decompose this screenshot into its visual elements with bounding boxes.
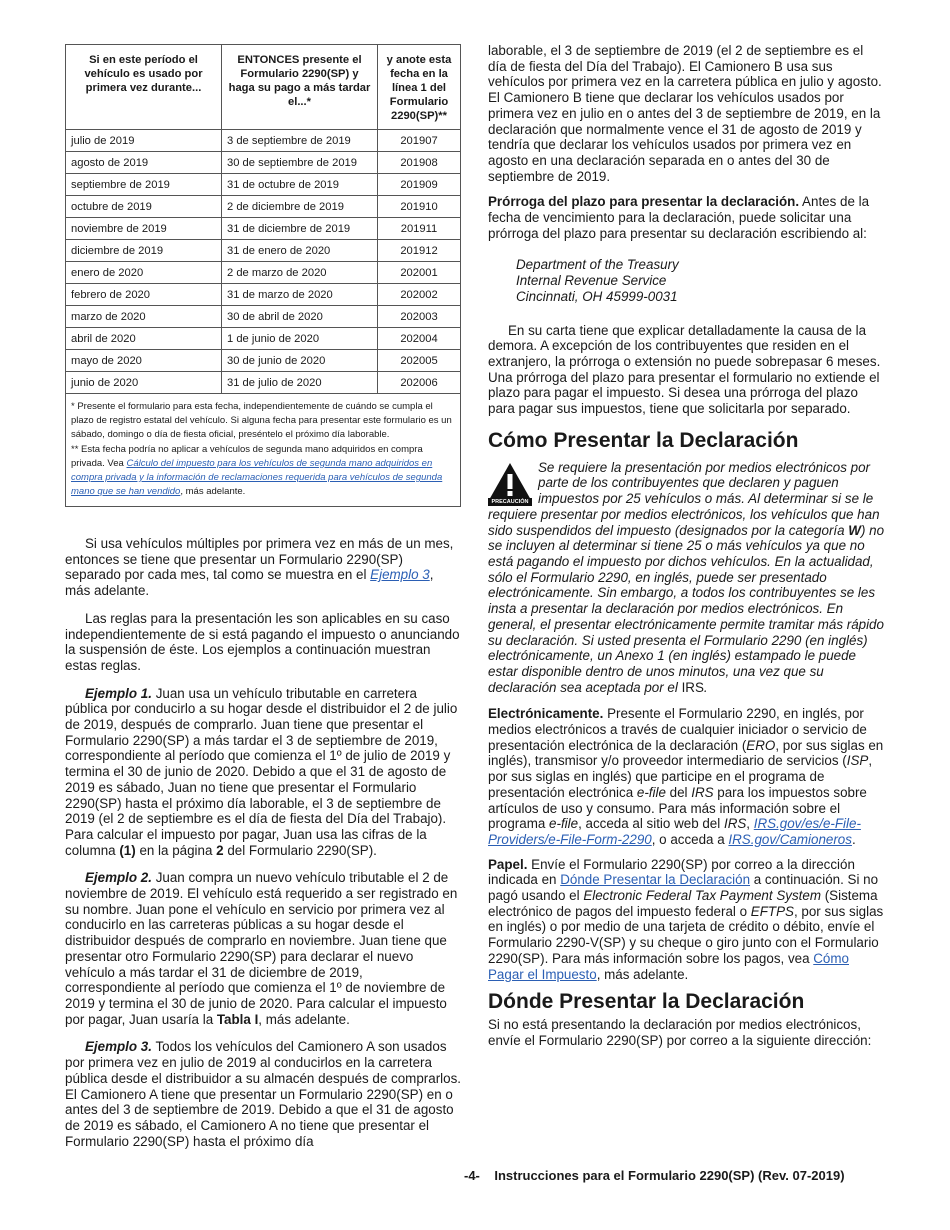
table-header: y anote esta fecha en la línea 1 del Formulario 2290(SP)** (378, 45, 461, 130)
table-cell: 202001 (378, 262, 461, 284)
table-note: * Presente el formulario para esta fecha, independientemente de cuándo se cumpla el plazo de registro estatal del vehículo. Si alguna fecha para presentar este formulario es un sábado, domingo o día de fiesta oficial, preséntelo el próximo día laborable. (71, 401, 452, 441)
table-cell: noviembre de 2019 (66, 218, 222, 240)
section-heading: Dónde Presentar la Declaración (488, 990, 805, 1014)
caution-text: Se requiere la presentación por medios electrónicos por parte de los contribuyentes que declaren y paguen impuestos por 25 vehículos o más. Al determinar si se le requiere presentar por medios electrónicos, los vehículos que han sido suspendidos del impuesto (designados por la categoría W) no se incluyen al determinar si tiene 25 o más vehículos ya que no está pagando el impuesto por dichos vehículos. En la actualidad, sólo el Formulario 2290, en inglés, puede ser presentado electrónicamente. Sin embargo, a todos los contribuyentes se les insta a presentar la declaración por medios electrónicos. En general, el presentar electrónicamente permite tramitar más rápido su declaración. Si usted presenta el Formulario 2290 (en inglés) electrónicamente, un Anexo 1 (en inglés) estampado le puede estar disponible dentro de unos minutos, una vez que su declaración sea aceptada por el IRS. (488, 459, 885, 695)
left-column (65, 536, 461, 1149)
address-line: Cincinnati, OH 45999-0031 (516, 288, 678, 304)
table-cell: enero de 2020 (66, 262, 222, 284)
table-cell: 202003 (378, 306, 461, 328)
table-row (66, 196, 460, 218)
paragraph: En su carta tiene que explicar detalladamente la causa de la demora. A excepción de los contribuyentes que residen en el extranjero, la prórroga o extensión no puede sobrepasar 6 meses. Una prórroga del plazo para presentar el formulario no extiende el plazo para pagar el impuesto. Si desea una prórroga del plazo para pagar sus impuestos, tiene que solicitarla por separado. (488, 322, 881, 417)
table-row (66, 240, 460, 262)
example-3: Ejemplo 3. Todos los vehículos del Camionero A son usados por primera vez en julio de 2019 al conducirlos en la carretera pública desde el distribuidor a su almacén después de comprarlos. El Camionero A tiene que presentar un Formulario 2290(SP) en o antes del 3 de septiembre de 2019. Debido a que el 31 de agosto de 2019 es sábado, el Camionero A no tiene que presentar el Formulario 2290(SP) hasta el próximo día (65, 1039, 461, 1149)
table-row (66, 218, 460, 240)
table-cell: 31 de marzo de 2020 (222, 284, 378, 306)
table-row (66, 350, 460, 372)
paper-paragraph: Papel. Envíe el Formulario 2290(SP) por correo a la dirección indicada en Dónde Presentar la Declaración a continuación. Si no pagó usando el Electronic Federal Tax Payment System (Sistema electrónico de pagos del impuesto federal o EFTPS, por sus siglas en inglés) o por medio de una tarjeta de crédito o débito, envíe el Formulario 2290-V(SP) y su cheque o giro junto con el Formulario 2290(SP). Para más información sobre los pagos, vea Cómo Pagar el Impuesto, más adelante. (488, 856, 884, 982)
table-cell: 201907 (378, 130, 461, 152)
table-row (66, 306, 460, 328)
table-cell: 201912 (378, 240, 461, 262)
extension-paragraph: Prórroga del plazo para presentar la declaración. Antes de la fecha de vencimiento para la declaración, puede solicitar una prórroga del plazo para presentar su declaración escribiendo al: (488, 194, 870, 241)
table-cell: agosto de 2019 (66, 152, 222, 174)
table-cell: 1 de junio de 2020 (222, 328, 378, 350)
address-line: Department of the Treasury (516, 257, 679, 273)
table-cell: 201908 (378, 152, 461, 174)
table-cell: 31 de octubre de 2019 (222, 174, 378, 196)
table-cell: mayo de 2020 (66, 350, 222, 372)
table-cell: 30 de abril de 2020 (222, 306, 378, 328)
table-cell: 31 de diciembre de 2019 (222, 218, 378, 240)
table-cell: marzo de 2020 (66, 306, 222, 328)
table-row (66, 328, 460, 350)
paragraph: Si no está presentando la declaración por medios electrónicos, envíe el Formulario 2290(SP) por correo a la siguiente dirección: (488, 1017, 872, 1048)
table-cell: abril de 2020 (66, 328, 222, 350)
electronic-paragraph: Electrónicamente. Presente el Formulario 2290, en inglés, por medios electrónicos a través de cualquier iniciador o servicio de presentación electrónica de la declaración (ERO, por sus siglas en inglés), transmisor y/o proveedor intermediario de servicios (ISP, por sus siglas en inglés) que participe en el programa de presentación electrónica e-file del IRS para los impuestos sobre artículos de uso y consumo. Para más información sobre el programa e-file, acceda al sitio web del IRS, IRS.gov/es/e-File-Providers/e-File-Form-2290, o acceda a IRS.gov/Camioneros. (488, 706, 884, 847)
footer-title: Instrucciones para el Formulario 2290(SP) (Rev. 07-2019) (494, 1168, 845, 1183)
table-notes (66, 394, 460, 506)
paragraph: Si usa vehículos múltiples por primera vez en más de un mes, entonces se tiene que presentar un Formulario 2290(SP) separado por cada mes, tal como se muestra en el Ejemplo 3, más adelante. (65, 536, 454, 599)
table-note: ** Esta fecha podría no aplicar a vehículos de segunda mano adquiridos en compra privada. Vea Cálculo del impuesto para los vehículos de segunda mano adquiridos en compra privada y la información de reclamaciones requerida para vehículos de segunda mano que se han vendido, más adelante. (71, 443, 443, 498)
where-to-file-link[interactable]: Dónde Presentar la Declaración (560, 872, 751, 888)
table-cell: 30 de septiembre de 2019 (222, 152, 378, 174)
camioneros-link[interactable]: IRS.gov/Camioneros (728, 831, 852, 847)
efile-providers-link[interactable]: IRS.gov/es/e-File-Providers/e-File-Form-2290 (488, 816, 861, 847)
used-vehicle-link[interactable]: Cálculo del impuesto para los vehículos de segunda mano adquiridos en compra privada y la información de reclamaciones requerida para vehículos de segunda mano que se han vendido (71, 457, 443, 498)
table-cell: 202002 (378, 284, 461, 306)
table-cell: 202006 (378, 372, 461, 394)
caution-label: PRECAUCIÓN (491, 498, 529, 505)
table-cell: 201911 (378, 218, 461, 240)
table-row (66, 130, 460, 152)
table-cell: 30 de junio de 2020 (222, 350, 378, 372)
table-row (66, 284, 460, 306)
table-cell: 31 de julio de 2020 (222, 372, 378, 394)
table-row (66, 262, 460, 284)
example-3-link[interactable]: Ejemplo 3 (370, 567, 430, 583)
table-cell: 2 de diciembre de 2019 (222, 196, 378, 218)
paragraph: laborable, el 3 de septiembre de 2019 (el 2 de septiembre es el día de fiesta del Día del Trabajo). El Camionero B usa sus vehículos por primera vez en la carretera pública en julio y agosto. El Camionero B tiene que declarar los vehículos usados por primera vez en julio en o antes del 3 de septiembre de 2019, en la declaración que normalmente vence el 31 de agosto de 2019 y tendría que declarar los vehículos usados por primera vez en agosto en una declaración separada en o antes del 30 de septiembre de 2019. (488, 43, 882, 184)
table-cell: junio de 2020 (66, 372, 222, 394)
caution-icon (488, 462, 534, 506)
table-row (66, 174, 460, 196)
example-2: Ejemplo 2. Juan compra un nuevo vehículo tributable el 2 de noviembre de 2019. El vehículo está requerido a ser registrado en su nombre. Juan pone el vehículo en servicio por primera vez al conducirlo en las carreteras públicas a su hogar desde el distribuidor después de comprarlo en noviembre. Juan tiene que presentar otro Formulario 2290(SP) para declarar el nuevo vehículo a más tardar el 31 de diciembre de 2019, correspondiente al período que comienza el 1º de noviembre de 2019 y termina el 30 de junio de 2020. Para calcular el impuesto por pagar, Juan usaría la Tabla I, más adelante. (65, 870, 458, 1027)
paragraph: Las reglas para la presentación les son aplicables en su caso independientemente de si está pagando el impuesto o anunciando la suspensión de éste. Los ejemplos a continuación muestran estas reglas. (65, 610, 460, 673)
table-cell: octubre de 2019 (66, 196, 222, 218)
table-cell: 31 de enero de 2020 (222, 240, 378, 262)
table-cell: septiembre de 2019 (66, 174, 222, 196)
table-cell: 3 de septiembre de 2019 (222, 130, 378, 152)
page-number: -4- (464, 1168, 480, 1183)
example-1: Ejemplo 1. Juan usa un vehículo tributable en carretera pública por conducirlo a su hogar desde el distribuidor el 2 de julio de 2019, después de comprarlo. Juan tiene que presentar el Formulario 2290(SP) a más tardar el 3 de septiembre de 2019, correspondiente al período que comienza el 1º de julio de 2019 y termina el 30 de junio de 2020. Debido a que el 31 de agosto de 2019 es sábado, Juan no tiene que presentar el Formulario 2290(SP) hasta el próximo día laborable, el 3 de septiembre de 2019 (el 2 de septiembre es el día de fiesta del Día del Trabajo). Para calcular el impuesto por pagar, Juan usa las cifras de la columna (1) en la página 2 del Formulario 2290(SP). (65, 685, 458, 858)
section-heading: Cómo Presentar la Declaración (488, 428, 799, 452)
table-cell: 2 de marzo de 2020 (222, 262, 378, 284)
right-column (488, 43, 884, 1049)
address-block (488, 257, 884, 304)
table-cell: 202005 (378, 350, 461, 372)
caution-block (488, 460, 884, 696)
table-cell: febrero de 2020 (66, 284, 222, 306)
table-cell: julio de 2019 (66, 130, 222, 152)
page-footer (464, 1168, 845, 1183)
table-row (66, 372, 460, 394)
address-line: Internal Revenue Service (516, 273, 667, 289)
table-row (66, 152, 460, 174)
table-cell: diciembre de 2019 (66, 240, 222, 262)
table-cell: 201909 (378, 174, 461, 196)
how-to-pay-link[interactable]: Cómo Pagar el Impuesto (488, 950, 849, 982)
table-header: Si en este período el vehículo es usado por primera vez durante... (66, 45, 222, 130)
table-cell: 201910 (378, 196, 461, 218)
table-header: ENTONCES presente el Formulario 2290(SP) y haga su pago a más tardar el...* (222, 45, 378, 130)
due-date-table (65, 44, 461, 507)
table-cell: 202004 (378, 328, 461, 350)
